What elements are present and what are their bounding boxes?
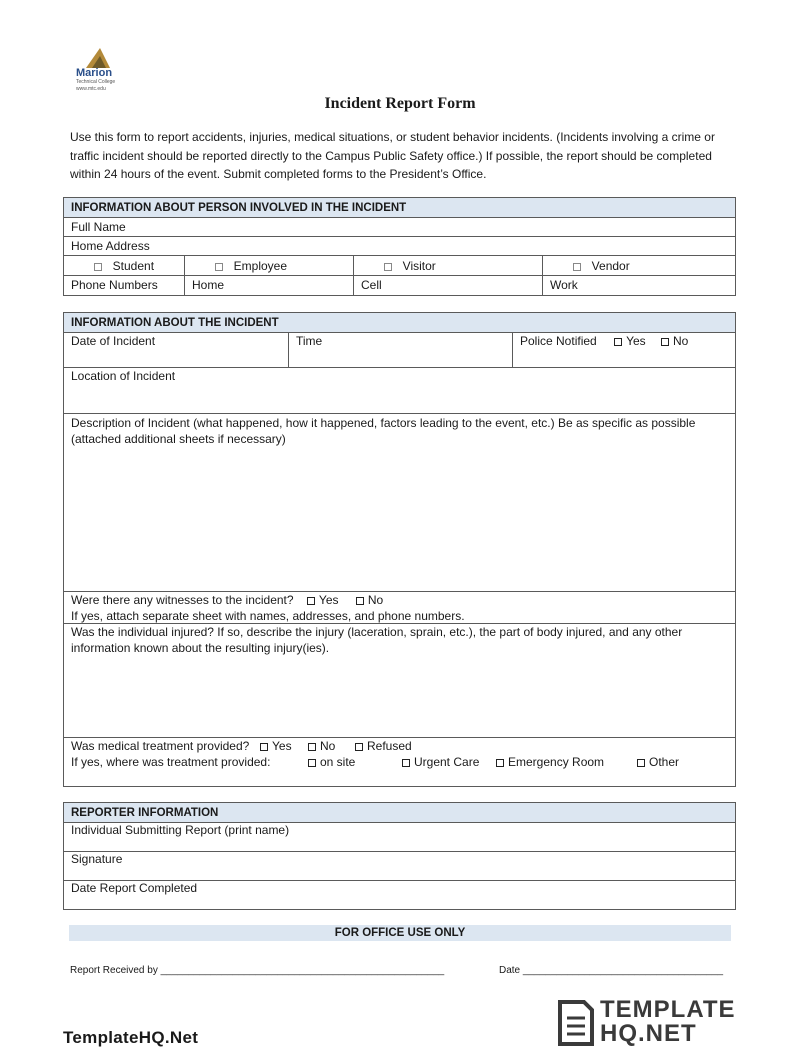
reporter-section xyxy=(63,802,736,910)
location-row[interactable] xyxy=(64,368,735,414)
no-label: No xyxy=(672,334,689,348)
type-employee[interactable] xyxy=(184,256,353,275)
person-section xyxy=(63,197,736,296)
logo-text-top: TEMPLATE xyxy=(600,996,736,1023)
logo-name: Marion xyxy=(76,67,113,79)
place-emergency-room[interactable] xyxy=(496,755,604,769)
place-label: on site xyxy=(320,755,356,769)
place-label: Other xyxy=(649,755,680,769)
section-header: REPORTER INFORMATION xyxy=(64,803,735,823)
checkbox-icon[interactable] xyxy=(308,743,316,751)
checkbox-icon[interactable] xyxy=(661,338,669,346)
checkbox-icon[interactable] xyxy=(308,759,316,767)
medical-refused[interactable] xyxy=(355,739,412,753)
time-of-incident[interactable]: Time xyxy=(288,333,512,367)
checkbox-icon[interactable] xyxy=(573,263,581,271)
office-date-field[interactable]: Date ____________________________________ xyxy=(499,965,724,976)
place-on-site[interactable] xyxy=(308,755,355,769)
police-label: Police Notified xyxy=(520,334,597,348)
logo-subtitle: Technical College xyxy=(76,79,116,85)
home-address-label: Home Address xyxy=(71,239,150,253)
date-time-row xyxy=(64,333,735,368)
place-label: Emergency Room xyxy=(508,755,605,769)
yes-label: Yes xyxy=(626,334,646,348)
section-header: INFORMATION ABOUT PERSON INVOLVED IN THE INCIDENT xyxy=(64,198,735,218)
checkbox-icon[interactable] xyxy=(637,759,645,767)
phone-cell[interactable]: Cell xyxy=(353,276,542,295)
signature-label: Signature xyxy=(71,852,123,866)
description-row[interactable] xyxy=(64,414,735,592)
document-icon xyxy=(556,1000,596,1046)
place-label: Urgent Care xyxy=(414,755,480,769)
witness-row xyxy=(64,592,735,624)
no-label: No xyxy=(320,739,336,753)
medical-row xyxy=(64,738,735,786)
phone-row xyxy=(64,276,735,295)
type-label: Employee xyxy=(233,259,288,273)
person-type-row xyxy=(64,256,735,276)
office-use-header: FOR OFFICE USE ONLY xyxy=(69,925,731,941)
treatment-question: If yes, where was treatment provided: xyxy=(71,755,271,769)
checkbox-icon[interactable] xyxy=(260,743,268,751)
type-student[interactable] xyxy=(64,256,184,275)
section-header: INFORMATION ABOUT THE INCIDENT xyxy=(64,313,735,333)
type-label: Student xyxy=(112,259,155,273)
refused-label: Refused xyxy=(367,739,412,753)
phone-work[interactable]: Work xyxy=(542,276,735,295)
injury-row[interactable] xyxy=(64,624,735,738)
checkbox-icon[interactable] xyxy=(614,338,622,346)
incident-section xyxy=(63,312,736,787)
logo-text-bottom: HQ.NET xyxy=(600,1020,697,1047)
witness-note: If yes, attach separate sheet with names, addresses, and phone numbers. xyxy=(71,609,465,623)
checkbox-icon[interactable] xyxy=(215,263,223,271)
logo-url: www.mtc.edu xyxy=(76,86,106,92)
type-label: Vendor xyxy=(591,259,630,273)
page-title: Incident Report Form xyxy=(324,95,476,112)
submitter-label: Individual Submitting Report (print name) xyxy=(71,823,290,837)
medical-yes[interactable] xyxy=(260,739,292,753)
yes-label: Yes xyxy=(272,739,292,753)
phone-home[interactable]: Home xyxy=(184,276,353,295)
type-label: Visitor xyxy=(402,259,436,273)
checkbox-icon[interactable] xyxy=(356,597,364,605)
police-notified xyxy=(512,333,735,367)
submitter-row[interactable] xyxy=(64,823,735,852)
report-received-field[interactable]: Report Received by ___________________________________________________ xyxy=(70,965,445,976)
date-completed-label: Date Report Completed xyxy=(71,881,198,895)
place-other[interactable] xyxy=(637,755,679,769)
phone-label: Phone Numbers xyxy=(71,278,158,292)
description-label: Description of Incident (what happened, how it happened, factors leading to the event, etc.) Be as specific as possible (attached additional sheets if necessary) xyxy=(71,416,696,446)
injury-question: Was the individual injured? If so, describe the injury (laceration, sprain, etc.), the part of body injured, and any other information known about the resulting injury(ies). xyxy=(71,625,683,655)
place-urgent-care[interactable] xyxy=(402,755,479,769)
medical-question: Was medical treatment provided? xyxy=(71,739,250,753)
checkbox-icon[interactable] xyxy=(355,743,363,751)
medical-no[interactable] xyxy=(308,739,335,753)
checkbox-icon[interactable] xyxy=(384,263,392,271)
checkbox-icon[interactable] xyxy=(402,759,410,767)
checkbox-icon[interactable] xyxy=(496,759,504,767)
no-label: No xyxy=(367,593,384,607)
date-of-incident[interactable]: Date of Incident xyxy=(71,334,156,348)
templatehq-logo xyxy=(556,998,741,1048)
checkbox-icon[interactable] xyxy=(307,597,315,605)
witness-question: Were there any witnesses to the incident? xyxy=(71,593,294,607)
checkbox-icon[interactable] xyxy=(94,263,102,271)
date-completed-row[interactable] xyxy=(64,881,735,909)
full-name-row[interactable] xyxy=(64,218,735,237)
signature-row[interactable] xyxy=(64,852,735,881)
full-name-label: Full Name xyxy=(71,220,126,234)
home-address-row[interactable] xyxy=(64,237,735,256)
type-vendor[interactable] xyxy=(542,256,735,275)
watermark-text: TemplateHQ.Net xyxy=(63,1028,199,1047)
location-label: Location of Incident xyxy=(71,369,176,383)
yes-label: Yes xyxy=(318,593,339,607)
type-visitor[interactable] xyxy=(353,256,542,275)
intro-text: Use this form to report accidents, injuries, medical situations, or student behavior incidents. (Incidents involving a crime or traffic incident should be reported directly to the Campus Public Safety office.) If possible, the report should be completed within 24 hours of the event. Submit completed forms to the President’s Office. xyxy=(70,130,715,181)
